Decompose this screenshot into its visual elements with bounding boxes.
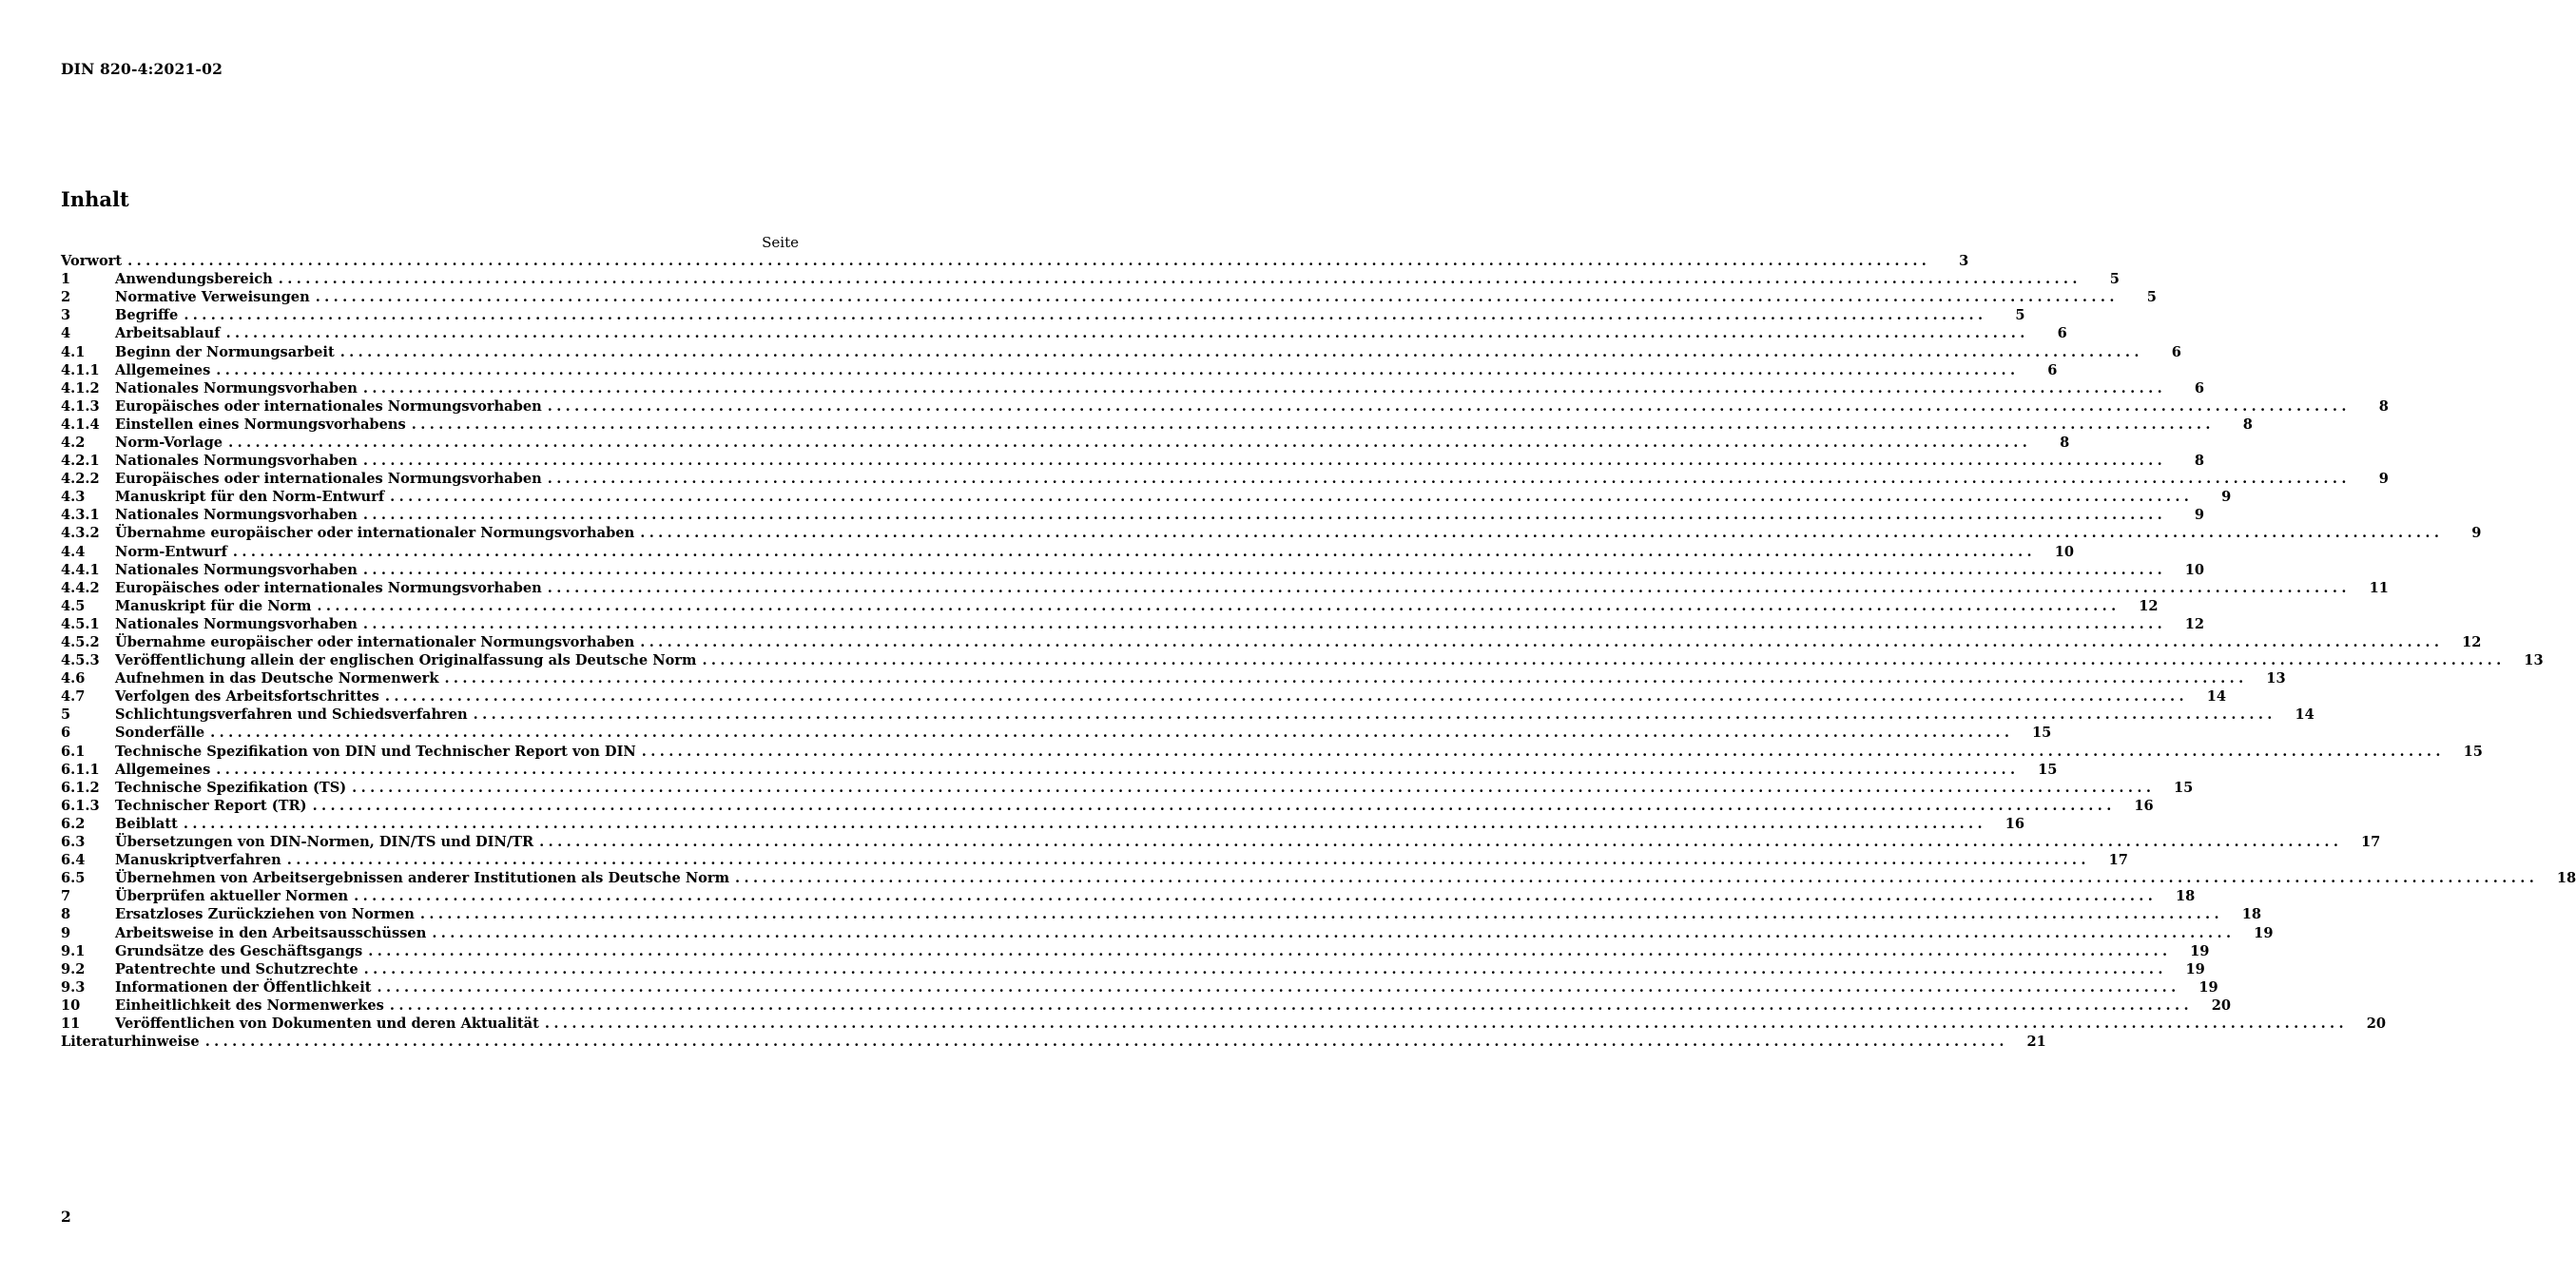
toc-leader-dots: ........................................................................................................................................................................................................ — [544, 1015, 2349, 1032]
toc-entry[interactable] — [61, 706, 2315, 724]
toc-entry-page: 12 — [2462, 634, 2482, 651]
toc-leader-dots: ........................................................................................................................................................................................................ — [702, 652, 2506, 669]
toc-entry-title: Nationales Normungsvorhaben — [115, 507, 358, 524]
toc-entry-title: Nationales Normungsvorhaben — [115, 379, 358, 397]
toc-entry-number: 4.3.1 — [61, 507, 100, 524]
toc-entry[interactable] — [61, 379, 2205, 397]
toc-leader-dots: ........................................................................................................................................................................................................ — [362, 561, 2167, 578]
toc-entry-number: 6.2 — [61, 815, 86, 832]
toc-entry-title: Veröffentlichung allein der englischen Originalfassung als Deutsche Norm — [115, 652, 697, 669]
toc-entry[interactable] — [61, 851, 2128, 869]
toc-entry-number: 4.1.1 — [61, 361, 100, 378]
toc-entry[interactable] — [61, 743, 2483, 761]
toc-entry-title: Manuskript für den Norm-Entwurf — [115, 489, 385, 506]
toc-entry-page: 5 — [2109, 271, 2120, 288]
toc-entry[interactable] — [61, 615, 2205, 633]
toc-leader-dots: ........................................................................................................................................................................................................ — [216, 361, 2020, 378]
toc-entry-number: 9.1 — [61, 942, 86, 959]
toc-entry-page: 20 — [2211, 996, 2231, 1014]
toc-leader-dots: ........................................................................................................................................................................................................ — [317, 597, 2121, 614]
toc-entry-number: 4.5.3 — [61, 652, 100, 669]
toc-entry-number: 4.1.2 — [61, 379, 100, 397]
toc-entry-title: Arbeitsweise in den Arbeitsausschüssen — [115, 924, 427, 941]
toc-entry[interactable] — [61, 397, 2389, 416]
toc-entry-number: 6.3 — [61, 834, 86, 851]
toc-entry[interactable] — [61, 905, 2262, 923]
toc-entry-number: 8 — [61, 906, 71, 923]
toc-leader-dots: ........................................................................................................................................................................................................ — [228, 434, 2032, 451]
toc-entry-number: 5 — [61, 706, 71, 724]
toc-entry-title: Schlichtungsverfahren und Schiedsverfahren — [115, 706, 468, 724]
toc-entry-page: 18 — [2241, 906, 2262, 923]
toc-entry-title: Allgemeines — [115, 361, 211, 378]
toc-leader-dots: ........................................................................................................................................................................................................ — [419, 906, 2224, 923]
toc-entry[interactable] — [61, 797, 2154, 815]
toc-entry-number: 6.1.1 — [61, 761, 100, 778]
toc-entry-page: 6 — [2171, 343, 2181, 360]
toc-entry-title: Norm-Vorlage — [115, 434, 223, 451]
toc-entry-title: Übersetzungen von DIN-Normen, DIN/TS und DIN/TR — [115, 834, 534, 851]
toc-entry-page: 9 — [2471, 525, 2482, 542]
toc-entry[interactable] — [61, 488, 2232, 506]
toc-entry-title: Europäisches oder internationales Normungsvorhaben — [115, 397, 542, 415]
toc-entry-number: 4.5 — [61, 597, 86, 614]
toc-entry[interactable] — [61, 869, 2576, 887]
toc-entry-number: 4.7 — [61, 688, 86, 706]
toc-entry-title: Aufnehmen in das Deutsche Normenwerk — [115, 670, 439, 687]
toc-entry[interactable] — [61, 887, 2196, 905]
toc-entry[interactable] — [61, 452, 2205, 470]
toc-entry[interactable] — [61, 761, 2058, 779]
toc-leader-dots: ........................................................................................................................................................................................................ — [204, 1034, 2008, 1051]
toc-entry-title: Nationales Normungsvorhaben — [115, 453, 358, 470]
toc-entry[interactable] — [61, 833, 2381, 851]
toc-entry-page: 12 — [2139, 597, 2159, 614]
toc-entry[interactable] — [61, 470, 2389, 488]
toc-entry-number: 6.5 — [61, 870, 86, 887]
toc-entry-page: 15 — [2174, 779, 2194, 796]
toc-entry-number: 6 — [61, 725, 71, 742]
toc-leader-dots: ........................................................................................................................................................................................................ — [363, 960, 2167, 977]
toc-entry-page: 3 — [1959, 253, 1969, 270]
toc-entry[interactable] — [61, 342, 2181, 360]
toc-leader-dots: ........................................................................................................................................................................................................ — [384, 688, 2189, 706]
toc-entry-title: Ersatzloses Zurückziehen von Normen — [115, 906, 415, 923]
toc-entry-page: 8 — [2242, 416, 2253, 433]
toc-entry[interactable] — [61, 252, 1969, 270]
toc-entry-page: 19 — [2198, 978, 2218, 996]
toc-entry-title: Europäisches oder internationales Normungsvorhaben — [115, 579, 542, 596]
toc-entry-title: Allgemeines — [115, 761, 211, 778]
toc-entry-page: 15 — [2038, 761, 2058, 778]
toc-entry-page: 14 — [2206, 688, 2227, 706]
toc-entry-page: 20 — [2366, 1015, 2387, 1032]
toc-entry-page: 6 — [2047, 361, 2058, 378]
toc-entry[interactable] — [61, 561, 2205, 579]
toc-entry-number: 4.2 — [61, 434, 86, 451]
toc-entry[interactable] — [61, 942, 2210, 960]
toc-entry-title: Informationen der Öffentlichkeit — [115, 978, 372, 996]
toc-entry-page: 13 — [2524, 652, 2544, 669]
toc-entry-page: 9 — [2378, 471, 2389, 488]
toc-entry-page: 16 — [2134, 797, 2154, 814]
toc-entry[interactable] — [61, 923, 2274, 941]
toc-entry-title: Vorwort — [61, 253, 123, 270]
toc-entry-page: 11 — [2369, 579, 2389, 596]
toc-leader-dots: ........................................................................................................................................................................................................ — [362, 507, 2167, 524]
toc-entry-title: Veröffentlichen von Dokumenten und deren Aktualität — [115, 1015, 539, 1032]
toc-entry[interactable] — [61, 434, 2070, 452]
toc-entry-page: 8 — [2060, 434, 2070, 451]
toc-leader-dots: ........................................................................................................................................................................................................ — [640, 634, 2444, 651]
toc-entry-page: 17 — [2361, 834, 2381, 851]
toc-entry-number: 4.4 — [61, 543, 86, 560]
toc-leader-dots: ........................................................................................................................................................................................................ — [641, 743, 2445, 760]
document-id-header: DIN 820-4:2021-02 — [61, 60, 223, 78]
toc-leader-dots: ........................................................................................................................................................................................................ — [286, 852, 2090, 869]
toc-leader-dots: ........................................................................................................................................................................................................ — [539, 834, 2343, 851]
toc-entry[interactable] — [61, 416, 2253, 434]
toc-entry-page: 13 — [2266, 670, 2286, 687]
page-column-label: Seite — [762, 234, 799, 251]
toc-entry-number: 3 — [61, 307, 71, 324]
toc-entry[interactable] — [61, 815, 2025, 833]
toc-leader-dots: ........................................................................................................................................................................................................ — [444, 670, 2248, 687]
toc-entry[interactable] — [61, 579, 2389, 597]
toc-entry-page: 10 — [2184, 561, 2205, 578]
toc-entry-title: Grundsätze des Geschäftsgangs — [115, 942, 363, 959]
toc-leader-dots: ........................................................................................................................................................................................................ — [432, 924, 2236, 941]
toc-entry-title: Arbeitsablauf — [115, 325, 221, 342]
toc-entry-number: 4.1.4 — [61, 416, 100, 433]
toc-leader-dots: ........................................................................................................................................................................................................ — [127, 253, 1931, 270]
toc-entry-number: 1 — [61, 271, 71, 288]
toc-leader-dots: ........................................................................................................................................................................................................ — [547, 579, 2351, 596]
toc-entry[interactable] — [61, 288, 2157, 306]
toc-entry-number: 4.5.1 — [61, 615, 100, 632]
toc-entry-title: Nationales Normungsvorhaben — [115, 615, 358, 632]
toc-entry[interactable] — [61, 633, 2482, 651]
toc-entry-title: Überprüfen aktueller Normen — [115, 888, 349, 905]
toc-entry-number: 10 — [61, 996, 81, 1014]
toc-leader-dots: ........................................................................................................................................................................................................ — [354, 888, 2158, 905]
toc-leader-dots: ........................................................................................................................................................................................................ — [368, 942, 2172, 959]
toc-entry-number: 6.1 — [61, 743, 86, 760]
toc-entry-number: 7 — [61, 888, 71, 905]
toc-entry-title: Manuskript für die Norm — [115, 597, 312, 614]
toc-entry-title: Übernahme europäischer oder internationaler Normungsvorhaben — [115, 634, 635, 651]
toc-entry-number: 4.1 — [61, 343, 86, 360]
toc-title: Inhalt — [61, 187, 129, 211]
toc-entry-page: 5 — [2015, 307, 2025, 324]
toc-entry-number: 4.4.2 — [61, 579, 100, 596]
toc-entry-number: 4.3 — [61, 489, 86, 506]
toc-entry-page: 18 — [2175, 888, 2196, 905]
toc-entry-page: 9 — [2194, 507, 2205, 524]
toc-entry[interactable] — [61, 960, 2205, 978]
toc-entry-title: Beiblatt — [115, 815, 178, 832]
toc-leader-dots: ........................................................................................................................................................................................................ — [362, 453, 2167, 470]
toc-entry[interactable] — [61, 543, 2075, 561]
toc-entry-page: 12 — [2184, 615, 2205, 632]
page-number: 2 — [61, 1208, 71, 1226]
toc-entry-page: 6 — [2057, 325, 2067, 342]
toc-entry[interactable] — [61, 651, 2544, 669]
toc-entry[interactable] — [61, 996, 2231, 1015]
toc-entry-page: 6 — [2194, 379, 2205, 397]
toc-entry[interactable] — [61, 361, 2058, 379]
toc-entry[interactable] — [61, 669, 2286, 687]
toc-leader-dots: ........................................................................................................................................................................................................ — [389, 996, 2193, 1014]
toc-entry-number: 6.1.3 — [61, 797, 100, 814]
toc-entry-number: 9 — [61, 924, 71, 941]
toc-entry-title: Sonderfälle — [115, 725, 205, 742]
toc-entry-title: Verfolgen des Arbeitsfortschrittes — [115, 688, 379, 706]
toc-entry[interactable] — [61, 506, 2205, 524]
toc-entry[interactable] — [61, 779, 2194, 797]
toc-leader-dots: ........................................................................................................................................................................................................ — [362, 379, 2167, 397]
toc-entry-title: Technische Spezifikation (TS) — [115, 779, 347, 796]
toc-entry-number: 4.1.3 — [61, 397, 100, 415]
toc-entry-title: Begriffe — [115, 307, 179, 324]
toc-entry-title: Manuskriptverfahren — [115, 852, 281, 869]
toc-entry-title: Technischer Report (TR) — [115, 797, 307, 814]
toc-entry-page: 19 — [2190, 942, 2210, 959]
table-of-contents — [61, 252, 2576, 1051]
toc-entry-page: 10 — [2054, 543, 2075, 560]
toc-entry-number: 6.1.2 — [61, 779, 100, 796]
toc-leader-dots: ........................................................................................................................................................................................................ — [377, 978, 2180, 996]
toc-entry[interactable] — [61, 724, 2052, 742]
toc-entry[interactable] — [61, 524, 2482, 542]
toc-entry-title: Übernehmen von Arbeitsergebnissen anderer Institutionen als Deutsche Norm — [115, 870, 730, 887]
toc-leader-dots: ........................................................................................................................................................................................................ — [640, 525, 2444, 542]
toc-entry-page: 15 — [2032, 725, 2052, 742]
toc-entry-title: Einheitlichkeit des Normenwerkes — [115, 996, 384, 1014]
toc-entry-page: 8 — [2194, 453, 2205, 470]
toc-entry[interactable] — [61, 324, 2067, 342]
toc-leader-dots: ........................................................................................................................................................................................................ — [183, 815, 1987, 832]
toc-entry-page: 14 — [2295, 706, 2315, 724]
toc-entry-page: 5 — [2146, 289, 2157, 306]
toc-entry-page: 19 — [2185, 960, 2205, 977]
toc-leader-dots: ........................................................................................................................................................................................................ — [312, 797, 2116, 814]
toc-leader-dots: ........................................................................................................................................................................................................ — [225, 325, 2029, 342]
toc-entry-title: Europäisches oder internationales Normungsvorhaben — [115, 471, 542, 488]
toc-leader-dots: ........................................................................................................................................................................................................ — [473, 706, 2276, 724]
toc-entry-page: 8 — [2378, 397, 2389, 415]
toc-leader-dots: ........................................................................................................................................................................................................ — [184, 307, 1987, 324]
toc-entry-number: 4.3.2 — [61, 525, 100, 542]
toc-entry[interactable] — [61, 1033, 2046, 1051]
toc-entry-page: 18 — [2556, 870, 2576, 887]
toc-entry-title: Beginn der Normungsarbeit — [115, 343, 335, 360]
toc-entry-number: 4.6 — [61, 670, 86, 687]
toc-leader-dots: ........................................................................................................................................................................................................ — [210, 725, 2014, 742]
toc-leader-dots: ........................................................................................................................................................................................................ — [352, 779, 2156, 796]
toc-entry-page: 9 — [2221, 489, 2232, 506]
toc-leader-dots: ........................................................................................................................................................................................................ — [547, 397, 2351, 415]
toc-entry[interactable] — [61, 270, 2120, 288]
toc-entry[interactable] — [61, 687, 2227, 706]
toc-leader-dots: ........................................................................................................................................................................................................ — [547, 471, 2351, 488]
toc-entry-page: 21 — [2026, 1034, 2046, 1051]
toc-entry-page: 17 — [2108, 852, 2128, 869]
toc-entry-title: Normative Verweisungen — [115, 289, 310, 306]
toc-entry[interactable] — [61, 306, 2025, 324]
toc-entry[interactable] — [61, 597, 2159, 615]
toc-entry-number: 4.2.2 — [61, 471, 100, 488]
toc-leader-dots: ........................................................................................................................................................................................................ — [216, 761, 2020, 778]
toc-entry[interactable] — [61, 978, 2218, 996]
toc-entry-number: 11 — [61, 1015, 81, 1032]
toc-leader-dots: ........................................................................................................................................................................................................ — [411, 416, 2215, 433]
toc-leader-dots: ........................................................................................................................................................................................................ — [390, 489, 2194, 506]
toc-entry-page: 16 — [2005, 815, 2025, 832]
toc-leader-dots: ........................................................................................................................................................................................................ — [735, 870, 2539, 887]
toc-entry-number: 9.3 — [61, 978, 86, 996]
toc-leader-dots: ........................................................................................................................................................................................................ — [315, 289, 2119, 306]
toc-entry-page: 15 — [2463, 743, 2483, 760]
toc-entry-title: Norm-Entwurf — [115, 543, 227, 560]
toc-entry-number: 4.2.1 — [61, 453, 100, 470]
toc-entry-number: 4.4.1 — [61, 561, 100, 578]
toc-entry-title: Technische Spezifikation von DIN und Technischer Report von DIN — [115, 743, 636, 760]
toc-entry-page: 19 — [2254, 924, 2274, 941]
toc-entry-number: 9.2 — [61, 960, 86, 977]
toc-entry-title: Nationales Normungsvorhaben — [115, 561, 358, 578]
toc-entry-number: 6.4 — [61, 852, 86, 869]
toc-entry-title: Übernahme europäischer oder internationaler Normungsvorhaben — [115, 525, 635, 542]
toc-leader-dots: ........................................................................................................................................................................................................ — [232, 543, 2037, 560]
toc-entry-title: Patentrechte und Schutzrechte — [115, 960, 358, 977]
toc-entry-number: 4.5.2 — [61, 634, 100, 651]
toc-leader-dots: ........................................................................................................................................................................................................ — [339, 343, 2143, 360]
toc-entry-title: Anwendungsbereich — [115, 271, 273, 288]
toc-entry[interactable] — [61, 1015, 2387, 1033]
toc-entry-number: 2 — [61, 289, 71, 306]
toc-leader-dots: ........................................................................................................................................................................................................ — [362, 615, 2167, 632]
toc-entry-title: Literaturhinweise — [61, 1034, 200, 1051]
toc-entry-number: 4 — [61, 325, 71, 342]
toc-leader-dots: ........................................................................................................................................................................................................ — [278, 271, 2082, 288]
toc-entry-title: Einstellen eines Normungsvorhabens — [115, 416, 406, 433]
